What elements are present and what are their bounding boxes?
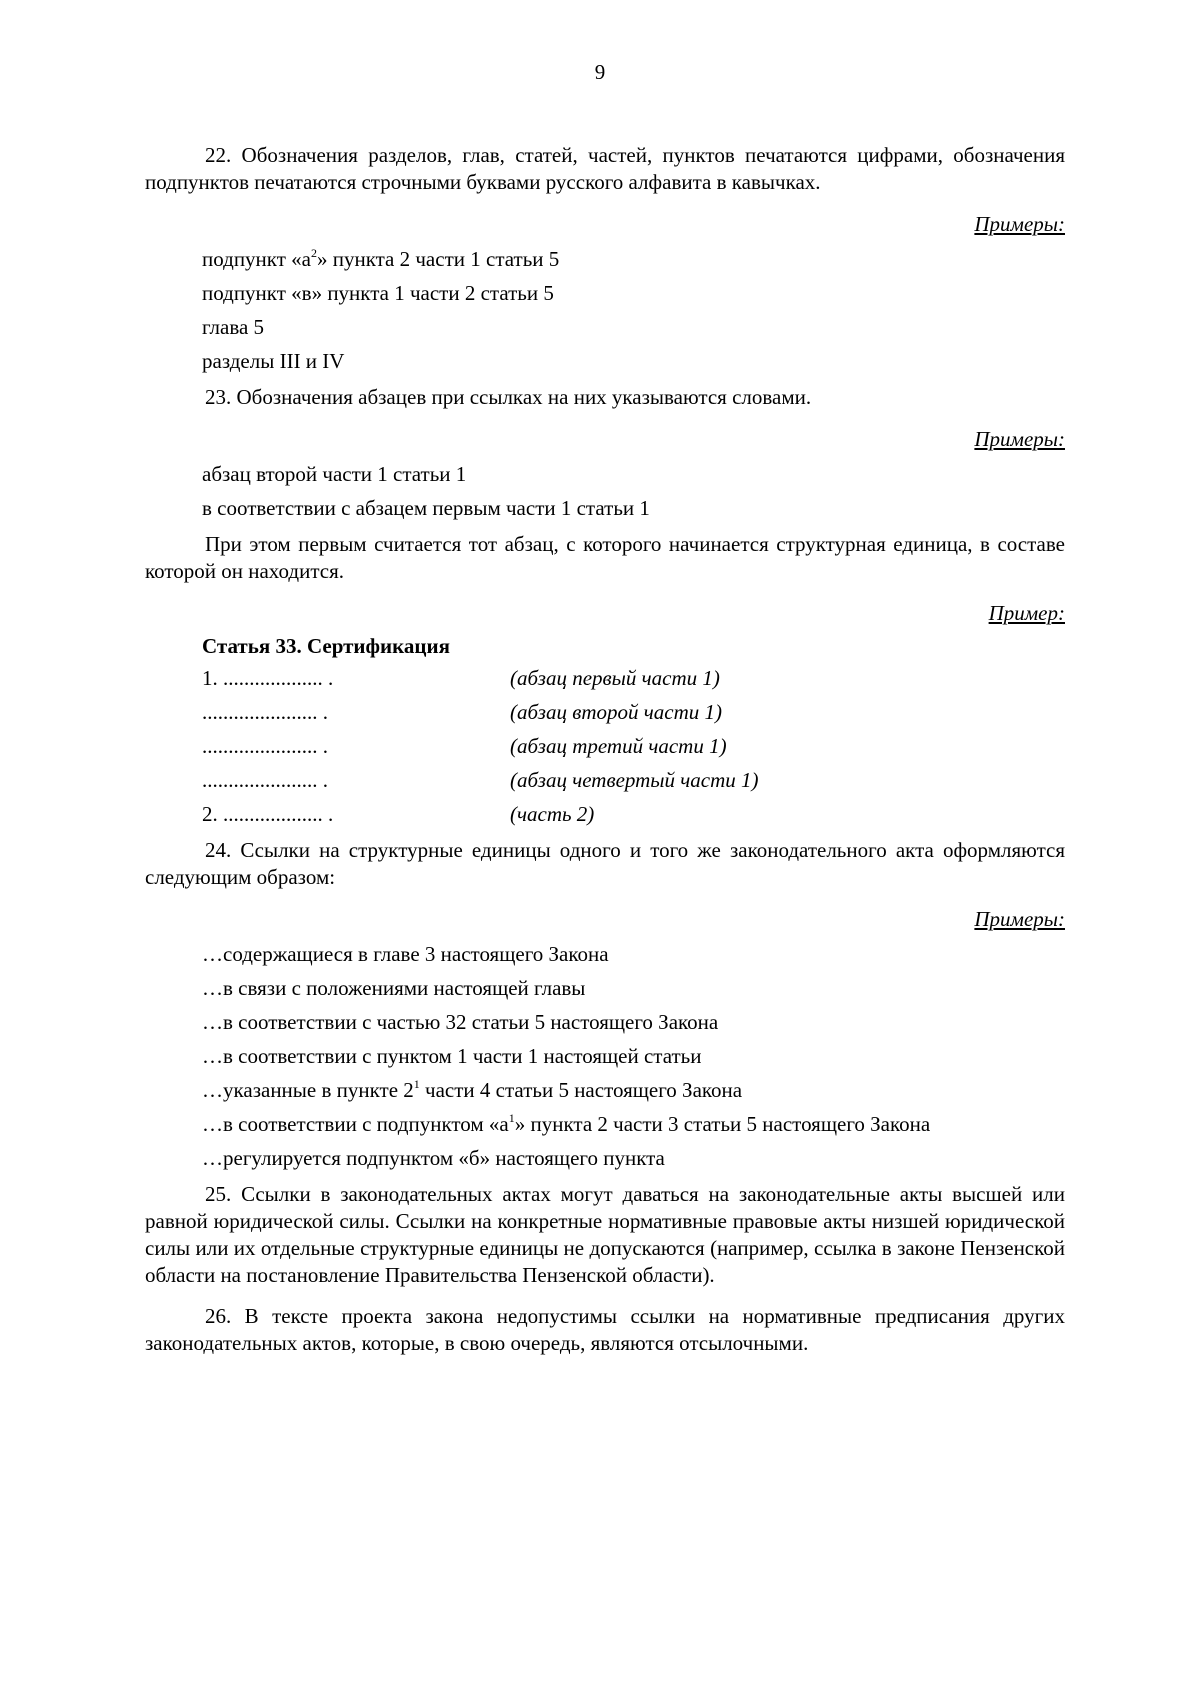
example-line: в соответствии с абзацем первым части 1 статьи 1 — [202, 496, 650, 520]
example-line: разделы III и IV — [202, 349, 345, 373]
article-row-dots: ...................... . — [202, 768, 328, 792]
article-row-note: (часть 2) — [510, 802, 595, 826]
example-line: …в связи с положениями настоящей главы — [202, 976, 586, 1000]
paragraph-25: 25. Ссылки в законодательных актах могут даваться на законодательные акты высшей или равной юридической силы. Ссылки на конкретные нормативные правовые акты низшей юридической силы или их отдельные структурные единицы не допускаются (например, ссылка в законе Пензенской области на постановление Правительства Пензенской области). — [145, 1182, 1065, 1287]
example-line: подпункт «в» пункта 1 части 2 статьи 5 — [202, 281, 554, 305]
article-row-dots: ...................... . — [202, 700, 328, 724]
page-number: 9 — [594, 60, 606, 84]
article-row — [202, 661, 1065, 695]
example-line: …в соответствии с пунктом 1 части 1 настоящей статьи — [202, 1044, 702, 1068]
article-row — [202, 797, 1065, 831]
example-line: …указанные в пункте $2^1$ части 4 статьи 5 настоящего Закона — [202, 1077, 743, 1102]
example-line: …регулируется подпунктом «б» настоящего пункта — [202, 1146, 665, 1170]
examples-label: Примеры: — [974, 427, 1065, 451]
paragraph-23-note: При этом первым считается тот абзац, с которого начинается структурная единица, в составе которой он находится. — [145, 532, 1065, 583]
page-content — [145, 142, 1065, 1357]
example-line: подпункт «$а^2$» пункта 2 части 1 статьи 5 — [202, 246, 560, 271]
paragraph-23: 23. Обозначения абзацев при ссылках на них указываются словами. — [205, 385, 812, 409]
article-structure — [202, 661, 1065, 831]
example-line: абзац второй части 1 статьи 1 — [202, 462, 467, 486]
example-line: глава 5 — [202, 315, 265, 339]
paragraph-24: 24. Ссылки на структурные единицы одного и того же законодательного акта оформляются следующим образом: — [145, 838, 1065, 889]
article-row-dots: 2. ................... . — [202, 802, 334, 826]
article-row-dots: ...................... . — [202, 734, 328, 758]
article-row-note: (абзац четвертый части 1) — [510, 768, 759, 792]
article-row-note: (абзац второй части 1) — [510, 700, 722, 724]
example-label: Пример: — [988, 601, 1065, 625]
article-row — [202, 763, 1065, 797]
article-row-note: (абзац третий части 1) — [510, 734, 727, 758]
paragraph-26: 26. В тексте проекта закона недопустимы ссылки на нормативные предписания других законодательных актов, которые, в свою очередь, являются отсылочными. — [145, 1304, 1065, 1355]
example-line: …содержащиеся в главе 3 настоящего Закона — [202, 942, 609, 966]
article-title: Статья 33. Сертификация — [202, 634, 450, 658]
article-row — [202, 729, 1065, 763]
examples-label: Примеры: — [974, 212, 1065, 236]
example-line: …в соответствии с подпунктом «$а^1$» пункта 2 части 3 статьи 5 настоящего Закона — [202, 1111, 931, 1136]
article-row-dots: 1. ................... . — [202, 666, 334, 690]
paragraph-22: 22. Обозначения разделов, глав, статей, частей, пунктов печатаются цифрами, обозначения подпунктов печатаются строчными буквами русского алфавита в кавычках. — [145, 143, 1065, 194]
article-row — [202, 695, 1065, 729]
article-row-note: (абзац первый части 1) — [510, 666, 720, 690]
example-line: …в соответствии с частью 32 статьи 5 настоящего Закона — [202, 1010, 719, 1034]
examples-label: Примеры: — [974, 907, 1065, 931]
